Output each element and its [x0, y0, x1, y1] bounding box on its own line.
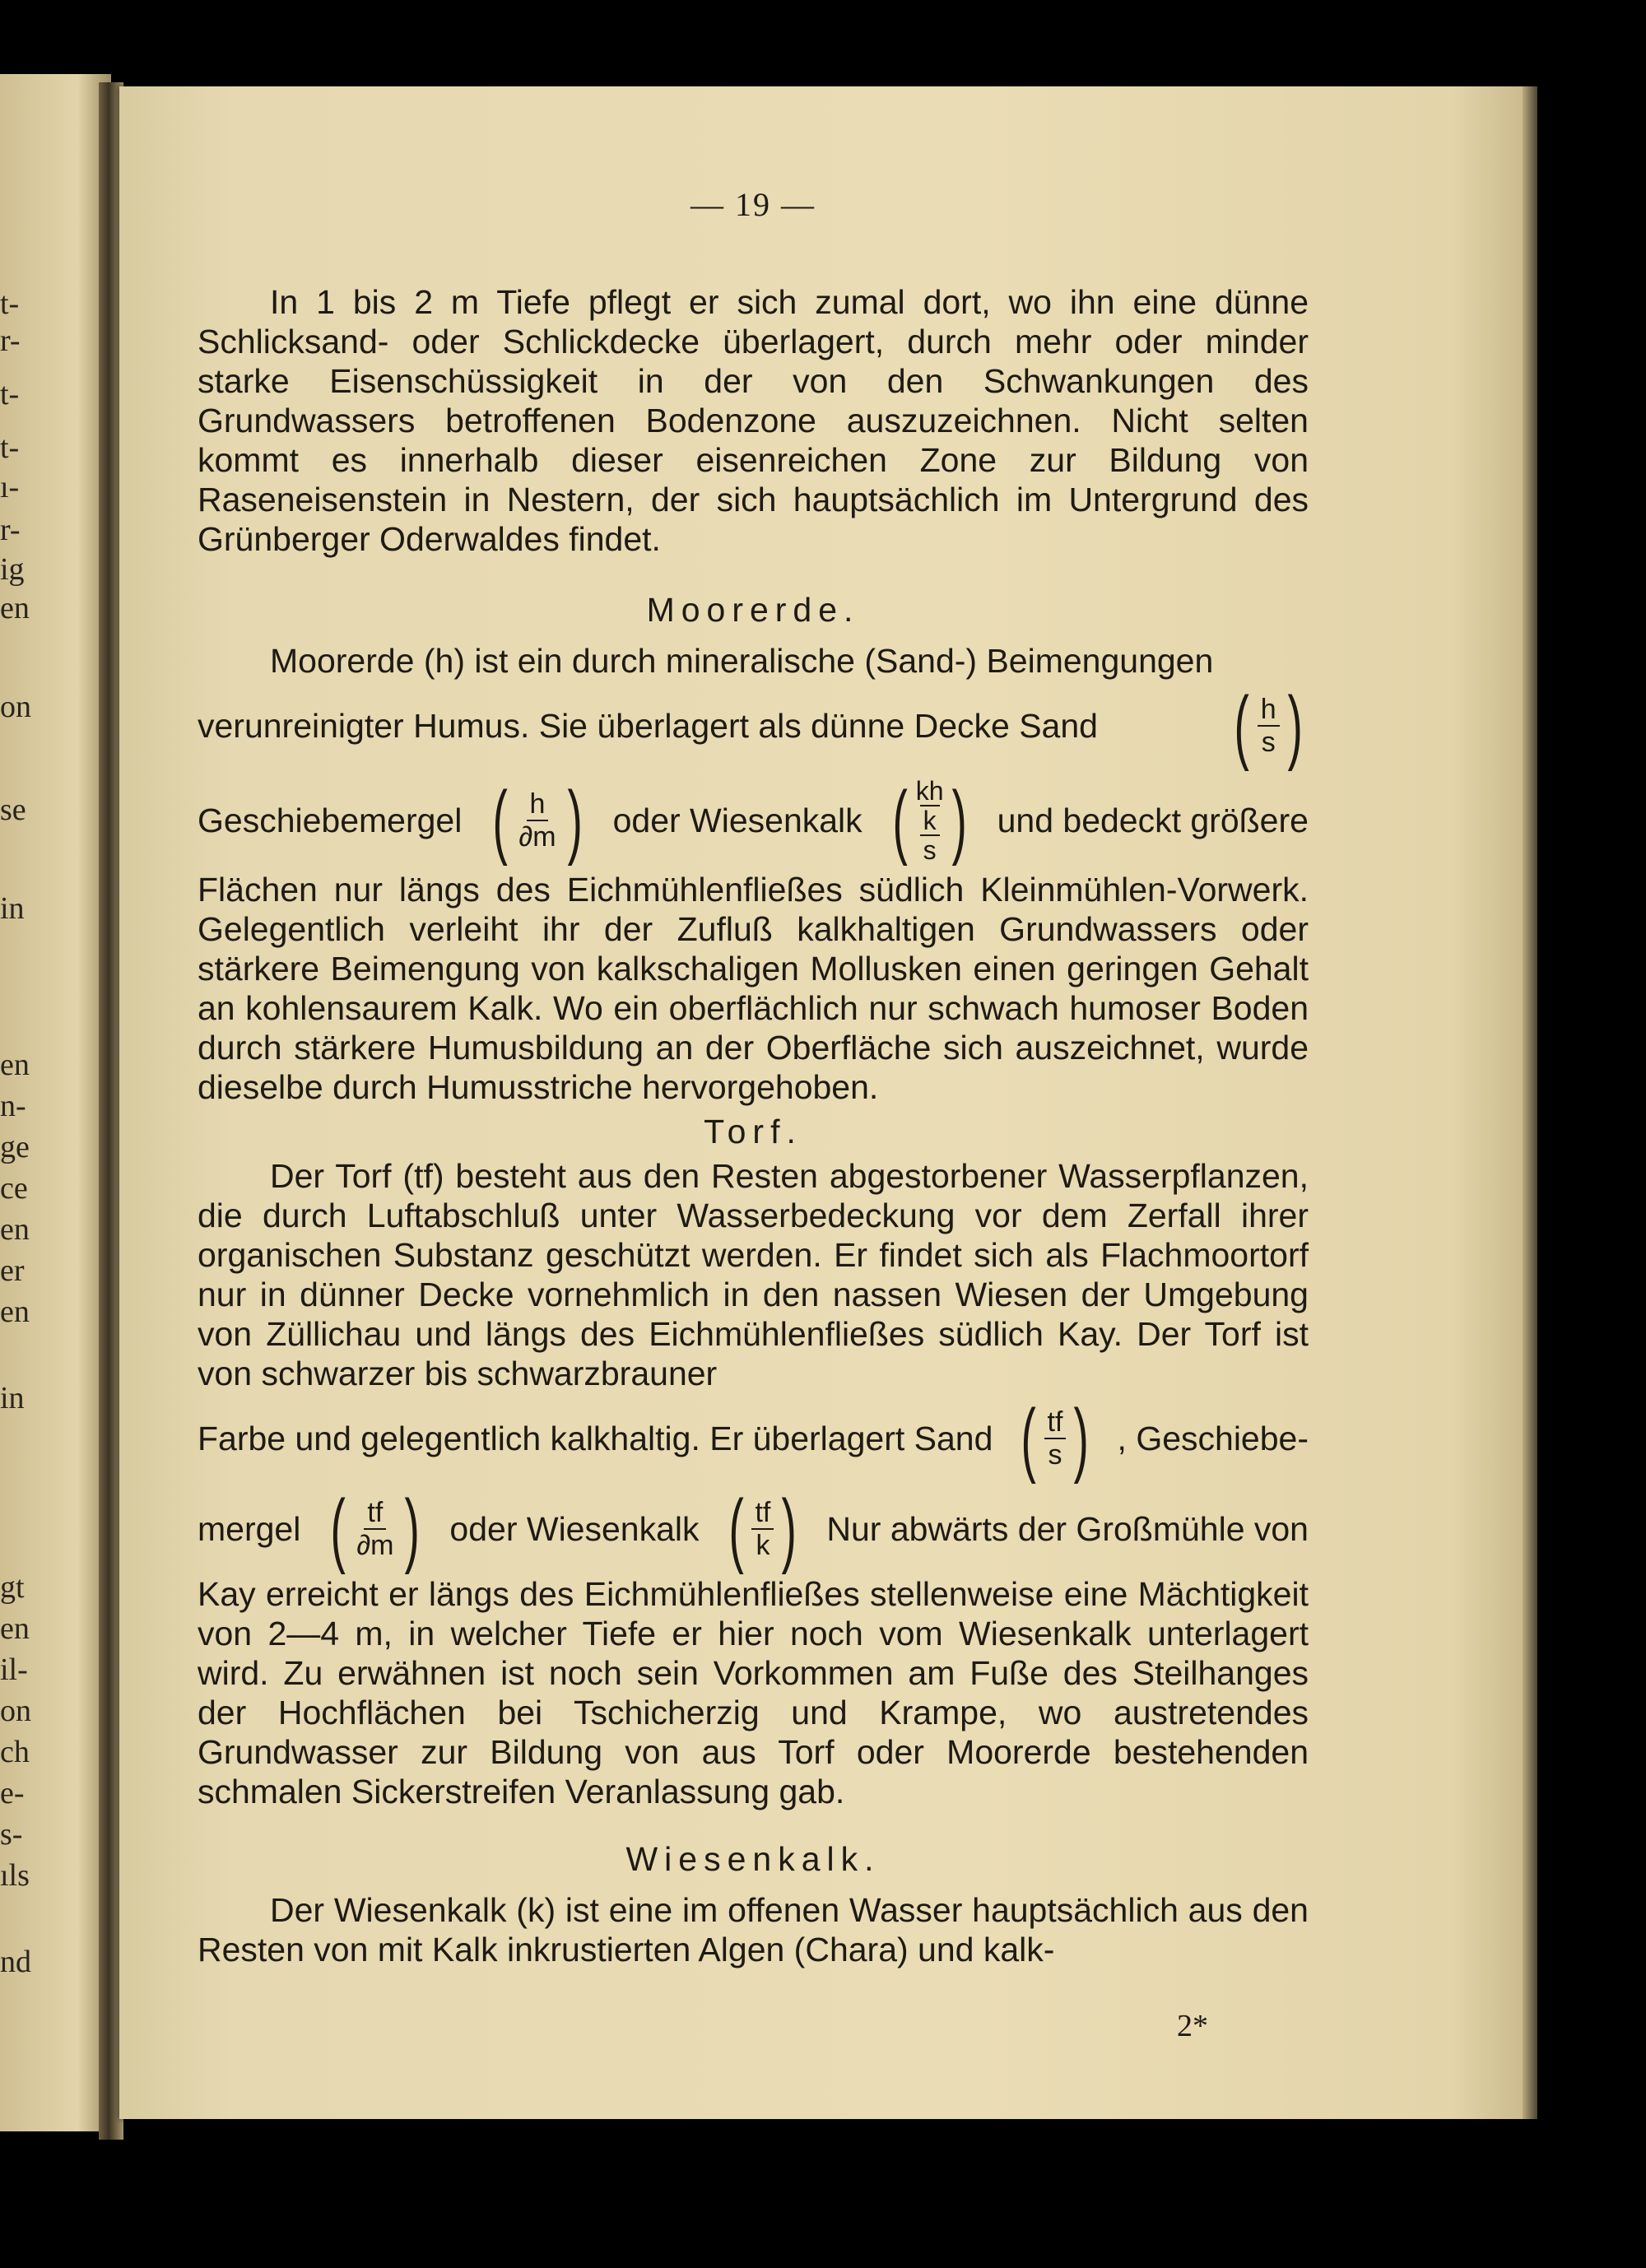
fraction-denominator: ∂m: [356, 1530, 394, 1561]
margin-fragment: r-: [0, 513, 21, 547]
margin-fragment: ce: [0, 1171, 28, 1206]
paragraph-moorerde-body: Flächen nur längs des Eichmühlenfließes südlich Kleinmühlen-Vorwerk. Gelegentlich verleiht ihr der Zufluß kalkhaltigen Grundwassers oder stärkere Beimengung von kalkschaligen Mollusken einen geringen Gehalt an kohlensaurem Kalk. Wo ein oberflächlich nur schwach humoser Boden durch stärkere Humusbildung an der Oberfläche sich auszeichnet, wurde dieselbe durch Humusstriche hervorgehoben.: [198, 871, 1309, 1106]
paragraph-wiesenkalk: Der Wiesenkalk (k) ist eine im offenen Wasser hauptsächlich aus den Resten von mit Kalk inkrustierten Algen (Chara) und kalk-: [198, 1891, 1309, 1968]
margin-fragment: gt: [0, 1570, 25, 1605]
heading-wiesenkalk: Wiesenkalk.: [625, 1840, 881, 1878]
margin-fragment: ı-: [0, 470, 20, 504]
margin-fragment: ig: [0, 552, 25, 587]
margin-fragment: en: [0, 1611, 30, 1646]
page-content: [198, 185, 1309, 1969]
fraction-numerator: h: [1258, 694, 1280, 727]
margin-fragment: s-: [0, 1817, 23, 1852]
margin-fragment: r-: [0, 323, 21, 358]
margin-fragment: n-: [0, 1089, 26, 1123]
fraction-top: kh: [915, 776, 944, 806]
margin-fragment: il-: [0, 1652, 28, 1687]
formula-line: [198, 1484, 1309, 1574]
margin-fragment: in: [0, 1381, 25, 1415]
symbol-fraction: ( kh k s ): [892, 774, 967, 867]
fraction-bottom: s: [923, 835, 937, 865]
margin-fragment: er: [0, 1253, 25, 1288]
paragraph-torf-body: Kay erreicht er längs des Eichmühlenfließes stellenweise eine Mächtigkeit von 2—4 m, in welcher Tiefe er hier noch vom Wiesenkalk unterlagert wird. Zu erwähnen ist noch sein Vorkommen am Fuße des Steilhanges der Hochflächen bei Tschicherzig und Krampe, wo austretendes Grundwasser zur Bildung von aus Torf oder Moorerde bestehenden schmalen Sickerstreifen Veranlassung gab.: [198, 1575, 1309, 1810]
fraction-denominator: s: [1261, 727, 1276, 758]
margin-fragment: en: [0, 1294, 30, 1329]
text-segment: Geschiebemergel: [198, 802, 463, 839]
signature-mark: 2*: [1177, 2009, 1208, 2043]
margin-fragment: en: [0, 1048, 30, 1082]
fraction-numerator: tf: [751, 1497, 774, 1530]
margin-fragment: ch: [0, 1735, 30, 1769]
margin-fragment: en: [0, 591, 30, 625]
fraction-numerator: tf: [364, 1497, 386, 1530]
symbol-fraction: ( $\frac{h}{\partial m}$ ): [492, 774, 583, 867]
margin-fragment: e-: [0, 1776, 25, 1810]
text-segment: oder Wiesenkalk: [449, 1510, 700, 1548]
page-edge: [1523, 86, 1537, 2119]
paragraph-raseneisenstein: In 1 bis 2 m Tiefe pflegt er sich zumal dort, wo ihn eine dünne Schlicksand- oder Schlickdecke überlagert, durch mehr oder minder starke Eisenschüssigkeit in der von den Schwankungen des Grundwassers betroffenen Bodenzone auszuzeichnen. Nicht selten kommt es innerhalb dieser eisenreichen Zone zur Bildung von Raseneisenstein in Nestern, der sich hauptsächlich im Untergrund des Grünberger Oderwaldes findet.: [198, 283, 1309, 558]
fraction-denominator: k: [756, 1530, 770, 1561]
text-segment: verunreinigter Humus. Sie überlagert als dünne Decke Sand: [198, 707, 1098, 745]
formula-line: [198, 771, 1309, 870]
text-segment: Farbe und gelegentlich kalkhaltig. Er überlagert Sand: [198, 1420, 993, 1457]
margin-fragment: en: [0, 1212, 30, 1247]
margin-fragment: in: [0, 891, 25, 926]
page-number-header: — 19 —: [690, 186, 816, 223]
fraction-denominator: s: [1048, 1439, 1062, 1471]
margin-fragment: t-: [0, 377, 20, 411]
symbol-fraction: ( $\frac{tf}{k}$ ): [728, 1483, 797, 1575]
symbol-fraction: ( $\frac{h}{s}$ ): [1234, 680, 1303, 772]
heading-torf: Torf.: [704, 1113, 802, 1150]
margin-fragment: t-: [0, 430, 20, 465]
paragraph-moorerde-intro: Moorerde (h) ist ein durch mineralische (Sand-) Beimengungen: [270, 642, 1214, 680]
symbol-fraction: ( $\frac{tf}{\partial m}$ ): [330, 1483, 421, 1575]
margin-fragment: se: [0, 792, 26, 827]
text-segment: Nur abwärts der Großmühle von: [826, 1510, 1309, 1548]
text-segment: oder Wiesenkalk: [612, 802, 863, 839]
margin-fragment: on: [0, 690, 31, 724]
text-segment: und bedeckt größere: [997, 802, 1309, 839]
margin-fragment: t-: [0, 286, 20, 321]
fraction-numerator: tf: [1044, 1406, 1067, 1439]
paragraph-torf-intro: Der Torf (tf) besteht aus den Resten abgestorbener Wasserpflanzen, die durch Luftabschluß unter Wasserbedeckung vor dem Zerfall ihrer organischen Substanz geschützt werden. Er findet sich als Flachmoortorf nur in dünner Decke vornehmlich in den nassen Wiesen der Umgebung von Züllichau und längs des Eichmühlenfließes südlich Kay. Der Torf ist von schwarzer bis schwarzbrauner: [198, 1157, 1309, 1392]
margin-fragment: on: [0, 1694, 31, 1728]
formula-line: [198, 1393, 1309, 1484]
margin-fragment: ge: [0, 1130, 30, 1164]
text-segment: mergel: [198, 1510, 301, 1548]
margin-fragment: ıls: [0, 1858, 30, 1893]
left-page-strip: [0, 74, 111, 2131]
heading-moorerde: Moorerde.: [646, 591, 860, 629]
formula-line: [198, 681, 1309, 771]
text-segment: , Geschiebe-: [1117, 1420, 1309, 1457]
fraction-denominator: ∂m: [518, 821, 556, 853]
symbol-fraction: ( $\frac{tf}{s}$ ): [1021, 1392, 1090, 1485]
margin-fragment: nd: [0, 1945, 31, 1979]
fraction-numerator: h: [527, 788, 549, 821]
fraction-middle: k: [920, 805, 940, 836]
